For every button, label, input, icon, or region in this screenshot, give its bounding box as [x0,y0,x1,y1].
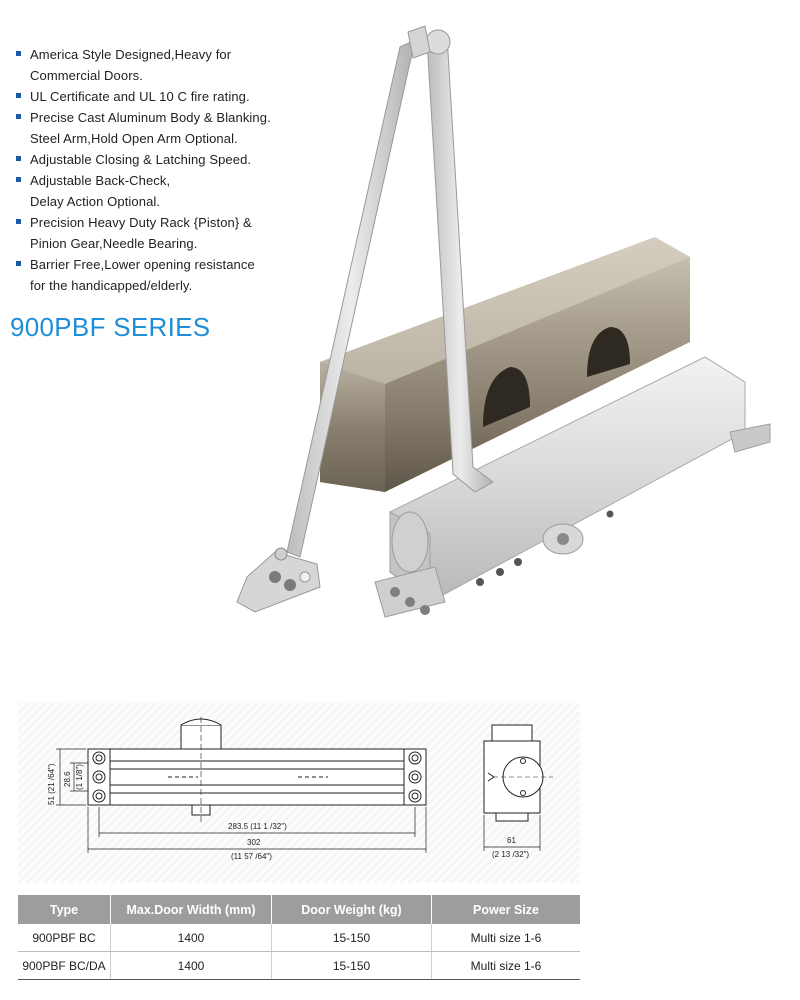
dim-inner-label: 28.6 [63,771,72,787]
feature-item: UL Certificate and UL 10 C fire rating. [14,86,314,107]
arm-shoe-bracket [237,548,320,612]
feature-item: Precision Heavy Duty Rack {Piston} & Pinion Gear,Needle Bearing. [14,212,314,254]
cell-max-door-width: 1400 [111,952,272,980]
bullet-icon [16,219,21,224]
feature-item: America Style Designed,Heavy for Commercial Doors. [14,44,314,86]
bullet-icon [16,93,21,98]
bullet-icon [16,51,21,56]
series-title: 900PBF SERIES [10,312,211,342]
dim-depth-label: 61 [507,836,516,845]
dim-mount-label: 283.5 (11 1 /32") [228,822,287,831]
cell-power-size: Multi size 1-6 [432,952,581,980]
header-power-size: Power Size [432,895,581,924]
cell-max-door-width: 1400 [111,924,272,952]
cell-type: 900PBF BC/DA [18,952,111,980]
door-closer-product-image [225,12,785,642]
bullet-icon [16,177,21,182]
table-header-row [18,895,580,924]
header-max-door-width: Max.Door Width (mm) [111,895,272,924]
technical-drawing [18,703,580,883]
feature-item: Barrier Free,Lower opening resistance for the handicapped/elderly. [14,254,314,296]
dim-inner-inch-label: (1 1/8") [75,764,84,790]
front-view [88,717,426,823]
bullet-icon [16,261,21,266]
table-row [18,924,580,952]
dim-length-inch-label: (11 57 /64") [231,852,272,861]
header-door-weight: Door Weight (kg) [272,895,432,924]
feature-item: Adjustable Back-Check, Delay Action Optional. [14,170,314,212]
bullet-icon [16,156,21,161]
bullet-icon [16,114,21,119]
header-type: Type [18,895,111,924]
feature-item: Adjustable Closing & Latching Speed. [14,149,314,170]
feature-item: Precise Cast Aluminum Body & Blanking. Steel Arm,Hold Open Arm Optional. [14,107,314,149]
cell-door-weight: 15-150 [272,924,432,952]
spec-table [18,895,580,980]
dim-height-label: 51 (21 /64") [47,763,56,805]
cell-door-weight: 15-150 [272,952,432,980]
cell-type: 900PBF BC [18,924,111,952]
dim-length-label: 302 [247,838,261,847]
cell-power-size: Multi size 1-6 [432,924,581,952]
side-view [484,725,553,821]
dim-depth-inch-label: (2 13 /32") [492,850,530,859]
table-row [18,952,580,980]
